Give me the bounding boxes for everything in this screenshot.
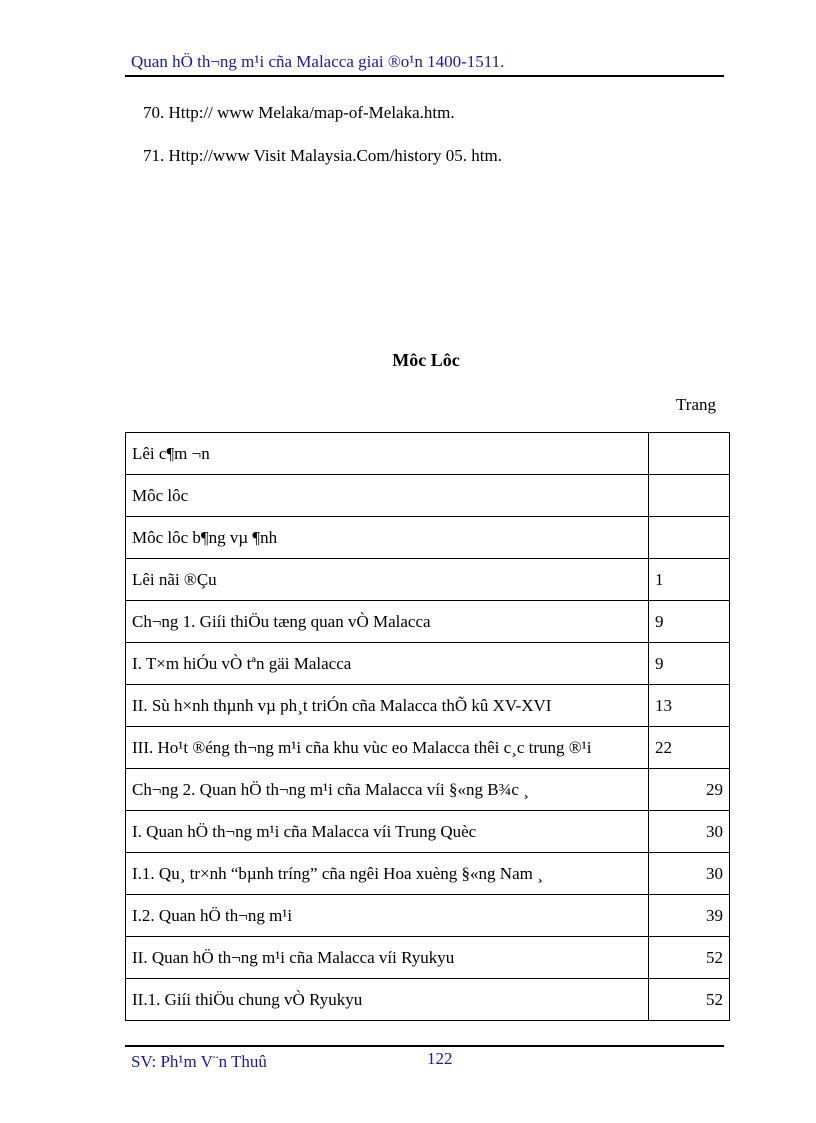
toc-row bbox=[126, 895, 730, 937]
toc-label: III. Ho¹t ®éng th¬ng m¹i cña khu vùc eo Malacca thêi c¸c trung ®¹i bbox=[126, 727, 649, 769]
toc-page: 52 bbox=[649, 979, 730, 1021]
toc-label: II. Quan hÖ th¬ng m¹i cña Malacca víi Ryukyu bbox=[126, 937, 649, 979]
toc-label: II.1. Giíi thiÖu chung vÒ Ryukyu bbox=[126, 979, 649, 1021]
toc-label: I.2. Quan hÖ th¬ng m¹i bbox=[126, 895, 649, 937]
running-header: Quan hÖ th¬ng m¹i cña Malacca giai ®o¹n 1400-1511. bbox=[131, 52, 505, 71]
toc-row bbox=[126, 811, 730, 853]
toc-label: Ch¬ng 2. Quan hÖ th¬ng m¹i cña Malacca víi §«ng B¾c ¸ bbox=[126, 769, 649, 811]
header-rule bbox=[125, 75, 724, 77]
toc-label: I. Quan hÖ th¬ng m¹i cña Malacca víi Trung Quèc bbox=[126, 811, 649, 853]
toc-page bbox=[649, 475, 730, 517]
toc-page: 22 bbox=[649, 727, 730, 769]
toc-page: 52 bbox=[649, 937, 730, 979]
toc-page: 9 bbox=[649, 601, 730, 643]
toc-page: 30 bbox=[649, 853, 730, 895]
reference-71: 71. Http://www Visit Malaysia.Com/history 05. htm. bbox=[143, 146, 502, 165]
reference-70: 70. Http:// www Melaka/map-of-Melaka.htm. bbox=[143, 103, 455, 122]
toc-page: 1 bbox=[649, 559, 730, 601]
toc-row bbox=[126, 475, 730, 517]
toc-row bbox=[126, 643, 730, 685]
toc-page: 9 bbox=[649, 643, 730, 685]
toc-row bbox=[126, 853, 730, 895]
toc-page: 30 bbox=[649, 811, 730, 853]
toc-page: 13 bbox=[649, 685, 730, 727]
toc-page bbox=[649, 433, 730, 475]
toc-row bbox=[126, 685, 730, 727]
page-column-header: Trang bbox=[676, 395, 716, 414]
toc-row bbox=[126, 937, 730, 979]
toc-title: Môc Lôc bbox=[392, 350, 460, 370]
toc-row bbox=[126, 769, 730, 811]
page-number: 122 bbox=[427, 1049, 453, 1068]
toc-label: I. T×m hiÓu vÒ tªn gäi Malacca bbox=[126, 643, 649, 685]
toc-label: I.1. Qu¸ tr×nh “bµnh tríng” cña ngêi Hoa xuèng §«ng Nam ¸ bbox=[126, 853, 649, 895]
toc-table bbox=[125, 432, 730, 1021]
toc-page: 29 bbox=[649, 769, 730, 811]
toc-label: Lêi c¶m ¬n bbox=[126, 433, 649, 475]
toc-row bbox=[126, 433, 730, 475]
toc-label: Lêi nãi ®Çu bbox=[126, 559, 649, 601]
toc-page bbox=[649, 517, 730, 559]
author-footer: SV: Ph¹m V¨n Thuû bbox=[131, 1052, 267, 1071]
toc-label: Môc lôc bbox=[126, 475, 649, 517]
toc-label: II. Sù h×nh thµnh vµ ph¸t triÓn cña Malacca thÕ kû XV-XVI bbox=[126, 685, 649, 727]
toc-row bbox=[126, 601, 730, 643]
toc-row bbox=[126, 727, 730, 769]
footer-rule bbox=[125, 1045, 724, 1047]
toc-row bbox=[126, 517, 730, 559]
toc-row bbox=[126, 979, 730, 1021]
toc-label: Ch¬ng 1. Giíi thiÖu tæng quan vÒ Malacca bbox=[126, 601, 649, 643]
toc-label: Môc lôc b¶ng vµ ¶nh bbox=[126, 517, 649, 559]
toc-page: 39 bbox=[649, 895, 730, 937]
toc-row bbox=[126, 559, 730, 601]
